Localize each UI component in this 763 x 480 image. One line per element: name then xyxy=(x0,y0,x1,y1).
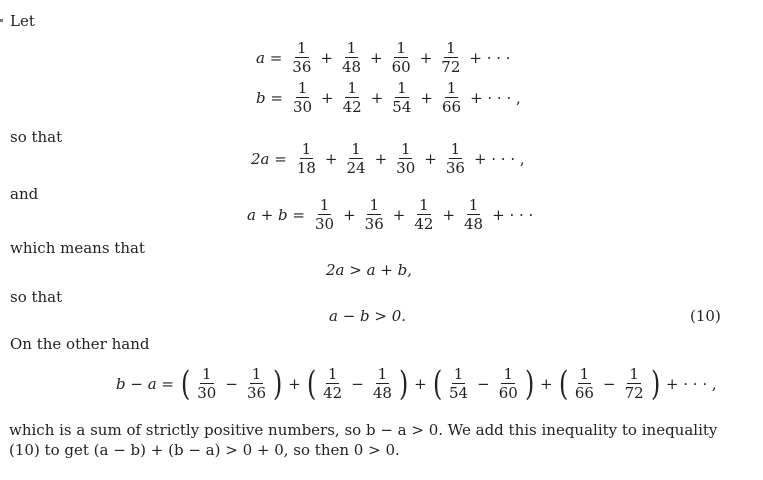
left-paren: ( xyxy=(306,363,317,404)
fraction-term-denominator: 60 xyxy=(498,384,518,402)
plus-sign: + xyxy=(419,48,433,67)
fraction-term-numerator: 1 xyxy=(450,140,461,158)
minus-sign: − xyxy=(225,374,238,393)
plus-sign: + xyxy=(320,48,333,67)
fraction-term-denominator: 30 xyxy=(396,159,416,177)
fraction-term xyxy=(313,197,336,232)
fraction-term xyxy=(623,366,646,401)
series-tail: + · · · , xyxy=(665,374,717,393)
fraction-term xyxy=(363,197,386,232)
fraction-term-numerator: 1 xyxy=(346,39,357,57)
plus-sign: + xyxy=(370,48,383,67)
fraction-term-denominator: 72 xyxy=(624,384,644,402)
plus-sign: + xyxy=(321,88,334,107)
fraction-term xyxy=(341,80,364,115)
fraction-term xyxy=(439,40,462,75)
fraction-term xyxy=(195,366,218,401)
fraction-term-denominator: 60 xyxy=(391,58,411,76)
fraction-term-denominator: 36 xyxy=(364,215,384,233)
text-so-that-1: so that xyxy=(10,128,63,146)
margin-marker xyxy=(0,19,3,22)
plus-sign: + xyxy=(288,374,301,393)
fraction-term xyxy=(340,40,363,75)
fraction-term xyxy=(412,197,435,232)
fraction-term-numerator: 1 xyxy=(629,365,639,383)
fraction-term-numerator: 1 xyxy=(202,365,212,383)
equation-lhs: 2a = xyxy=(251,149,287,168)
fraction-term-numerator: 1 xyxy=(400,140,411,158)
right-paren: ) xyxy=(524,363,535,404)
series-tail: + · · · , xyxy=(470,88,521,107)
fraction-term-denominator: 24 xyxy=(346,159,366,177)
equation-a xyxy=(256,40,515,75)
inequality-2a-gt-a-plus-b: 2a > a + b, xyxy=(326,261,413,279)
fraction-term-denominator: 48 xyxy=(341,58,362,76)
fraction-term xyxy=(321,366,344,401)
fraction-term-denominator: 66 xyxy=(441,98,462,116)
plus-sign: + xyxy=(414,374,427,393)
fraction-term-denominator: 66 xyxy=(574,384,594,402)
fraction-term-numerator: 1 xyxy=(446,39,456,57)
left-paren: ( xyxy=(432,363,443,404)
fraction-term-numerator: 1 xyxy=(419,196,429,214)
plus-sign: + xyxy=(424,149,437,168)
fraction-term-denominator: 54 xyxy=(449,384,469,402)
plus-sign: + xyxy=(420,88,433,107)
plus-sign: + xyxy=(540,374,553,393)
fraction-term xyxy=(497,366,520,401)
fraction-term-numerator: 1 xyxy=(396,39,406,57)
left-paren: ( xyxy=(558,363,568,404)
fraction-term-numerator: 1 xyxy=(319,196,330,214)
text-which-means-that: which means that xyxy=(10,239,145,257)
fraction-term xyxy=(371,366,394,401)
equation-2a xyxy=(251,141,529,176)
equation-lhs: a = xyxy=(256,48,283,67)
fraction-term-numerator: 1 xyxy=(297,39,307,57)
equation-lhs: a + b = xyxy=(247,205,305,224)
series-tail: + · · · xyxy=(469,48,511,67)
text-so-that-2: so that xyxy=(10,288,63,306)
fraction-term xyxy=(462,197,485,232)
fraction-term-denominator: 18 xyxy=(296,159,316,177)
series-tail: + · · · xyxy=(492,205,534,224)
fraction-term-denominator: 36 xyxy=(445,159,465,177)
fraction-term-denominator: 36 xyxy=(246,384,267,402)
fraction-term xyxy=(290,40,313,75)
fraction-term-numerator: 1 xyxy=(377,365,388,383)
fraction-term-denominator: 36 xyxy=(292,58,312,76)
plus-sign: + xyxy=(343,205,356,224)
plus-sign: + xyxy=(324,149,338,168)
equation-lhs: b − a = xyxy=(116,374,174,393)
left-paren: ( xyxy=(180,363,191,404)
fraction-term-numerator: 1 xyxy=(503,365,513,383)
right-paren: ) xyxy=(398,363,409,404)
fraction-term-denominator: 72 xyxy=(441,58,461,76)
minus-sign: − xyxy=(477,374,490,393)
fraction-term-numerator: 1 xyxy=(251,365,262,383)
fraction-term xyxy=(444,141,467,176)
fraction-term xyxy=(573,366,596,401)
fraction-term xyxy=(345,141,368,176)
plus-sign: + xyxy=(374,149,388,168)
fraction-term-numerator: 1 xyxy=(446,79,457,97)
fraction-term-denominator: 48 xyxy=(372,384,392,402)
text-let: Let xyxy=(10,12,35,30)
fraction-term-numerator: 1 xyxy=(297,79,308,97)
fraction-term-numerator: 1 xyxy=(579,365,590,383)
fraction-term-denominator: 42 xyxy=(342,98,362,116)
plus-sign: + xyxy=(392,205,406,224)
fraction-term-denominator: 30 xyxy=(292,98,313,116)
equation-b xyxy=(256,80,525,115)
fraction-term-numerator: 1 xyxy=(327,365,338,383)
fraction-term xyxy=(245,366,268,401)
final-paragraph: which is a sum of strictly positive numbers, so b − a > 0. We add this inequality to inequality (10) to get (a − b) + (b − a) > 0 + 0, so then 0 > 0. xyxy=(9,421,718,459)
fraction-term xyxy=(447,366,470,401)
text-on-the-other-hand: On the other hand xyxy=(10,335,150,353)
fraction-term xyxy=(390,80,413,115)
fraction-term xyxy=(295,141,318,176)
plus-sign: + xyxy=(370,88,384,107)
fraction-term-denominator: 42 xyxy=(414,215,434,233)
equation-number-10: (10) xyxy=(690,307,721,325)
fraction-term-numerator: 1 xyxy=(397,79,407,97)
equation-b-minus-a xyxy=(116,363,721,404)
equation-a-plus-b xyxy=(247,197,537,232)
fraction-term-denominator: 54 xyxy=(392,98,412,116)
right-paren: ) xyxy=(650,363,660,404)
fraction-term-numerator: 1 xyxy=(301,140,312,158)
minus-sign: − xyxy=(602,374,616,393)
fraction-term-denominator: 48 xyxy=(464,215,484,233)
fraction-term-numerator: 1 xyxy=(468,196,479,214)
text-and: and xyxy=(10,185,39,203)
equation-lhs: b = xyxy=(256,88,283,107)
plus-sign: + xyxy=(442,205,456,224)
fraction-term-denominator: 30 xyxy=(197,384,217,402)
fraction-term-numerator: 1 xyxy=(453,365,464,383)
fraction-term-numerator: 1 xyxy=(369,196,379,214)
fraction-term xyxy=(440,80,463,115)
fraction-term xyxy=(390,40,413,75)
fraction-term-denominator: 30 xyxy=(315,215,335,233)
fraction-term-numerator: 1 xyxy=(347,79,357,97)
fraction-term-numerator: 1 xyxy=(351,140,361,158)
inequality-a-minus-b-gt-0: a − b > 0. xyxy=(329,307,407,325)
fraction-term xyxy=(291,80,314,115)
fraction-term-denominator: 42 xyxy=(323,384,343,402)
series-tail: + · · · , xyxy=(473,149,525,168)
minus-sign: − xyxy=(351,374,364,393)
right-paren: ) xyxy=(273,363,283,404)
fraction-term xyxy=(394,141,417,176)
